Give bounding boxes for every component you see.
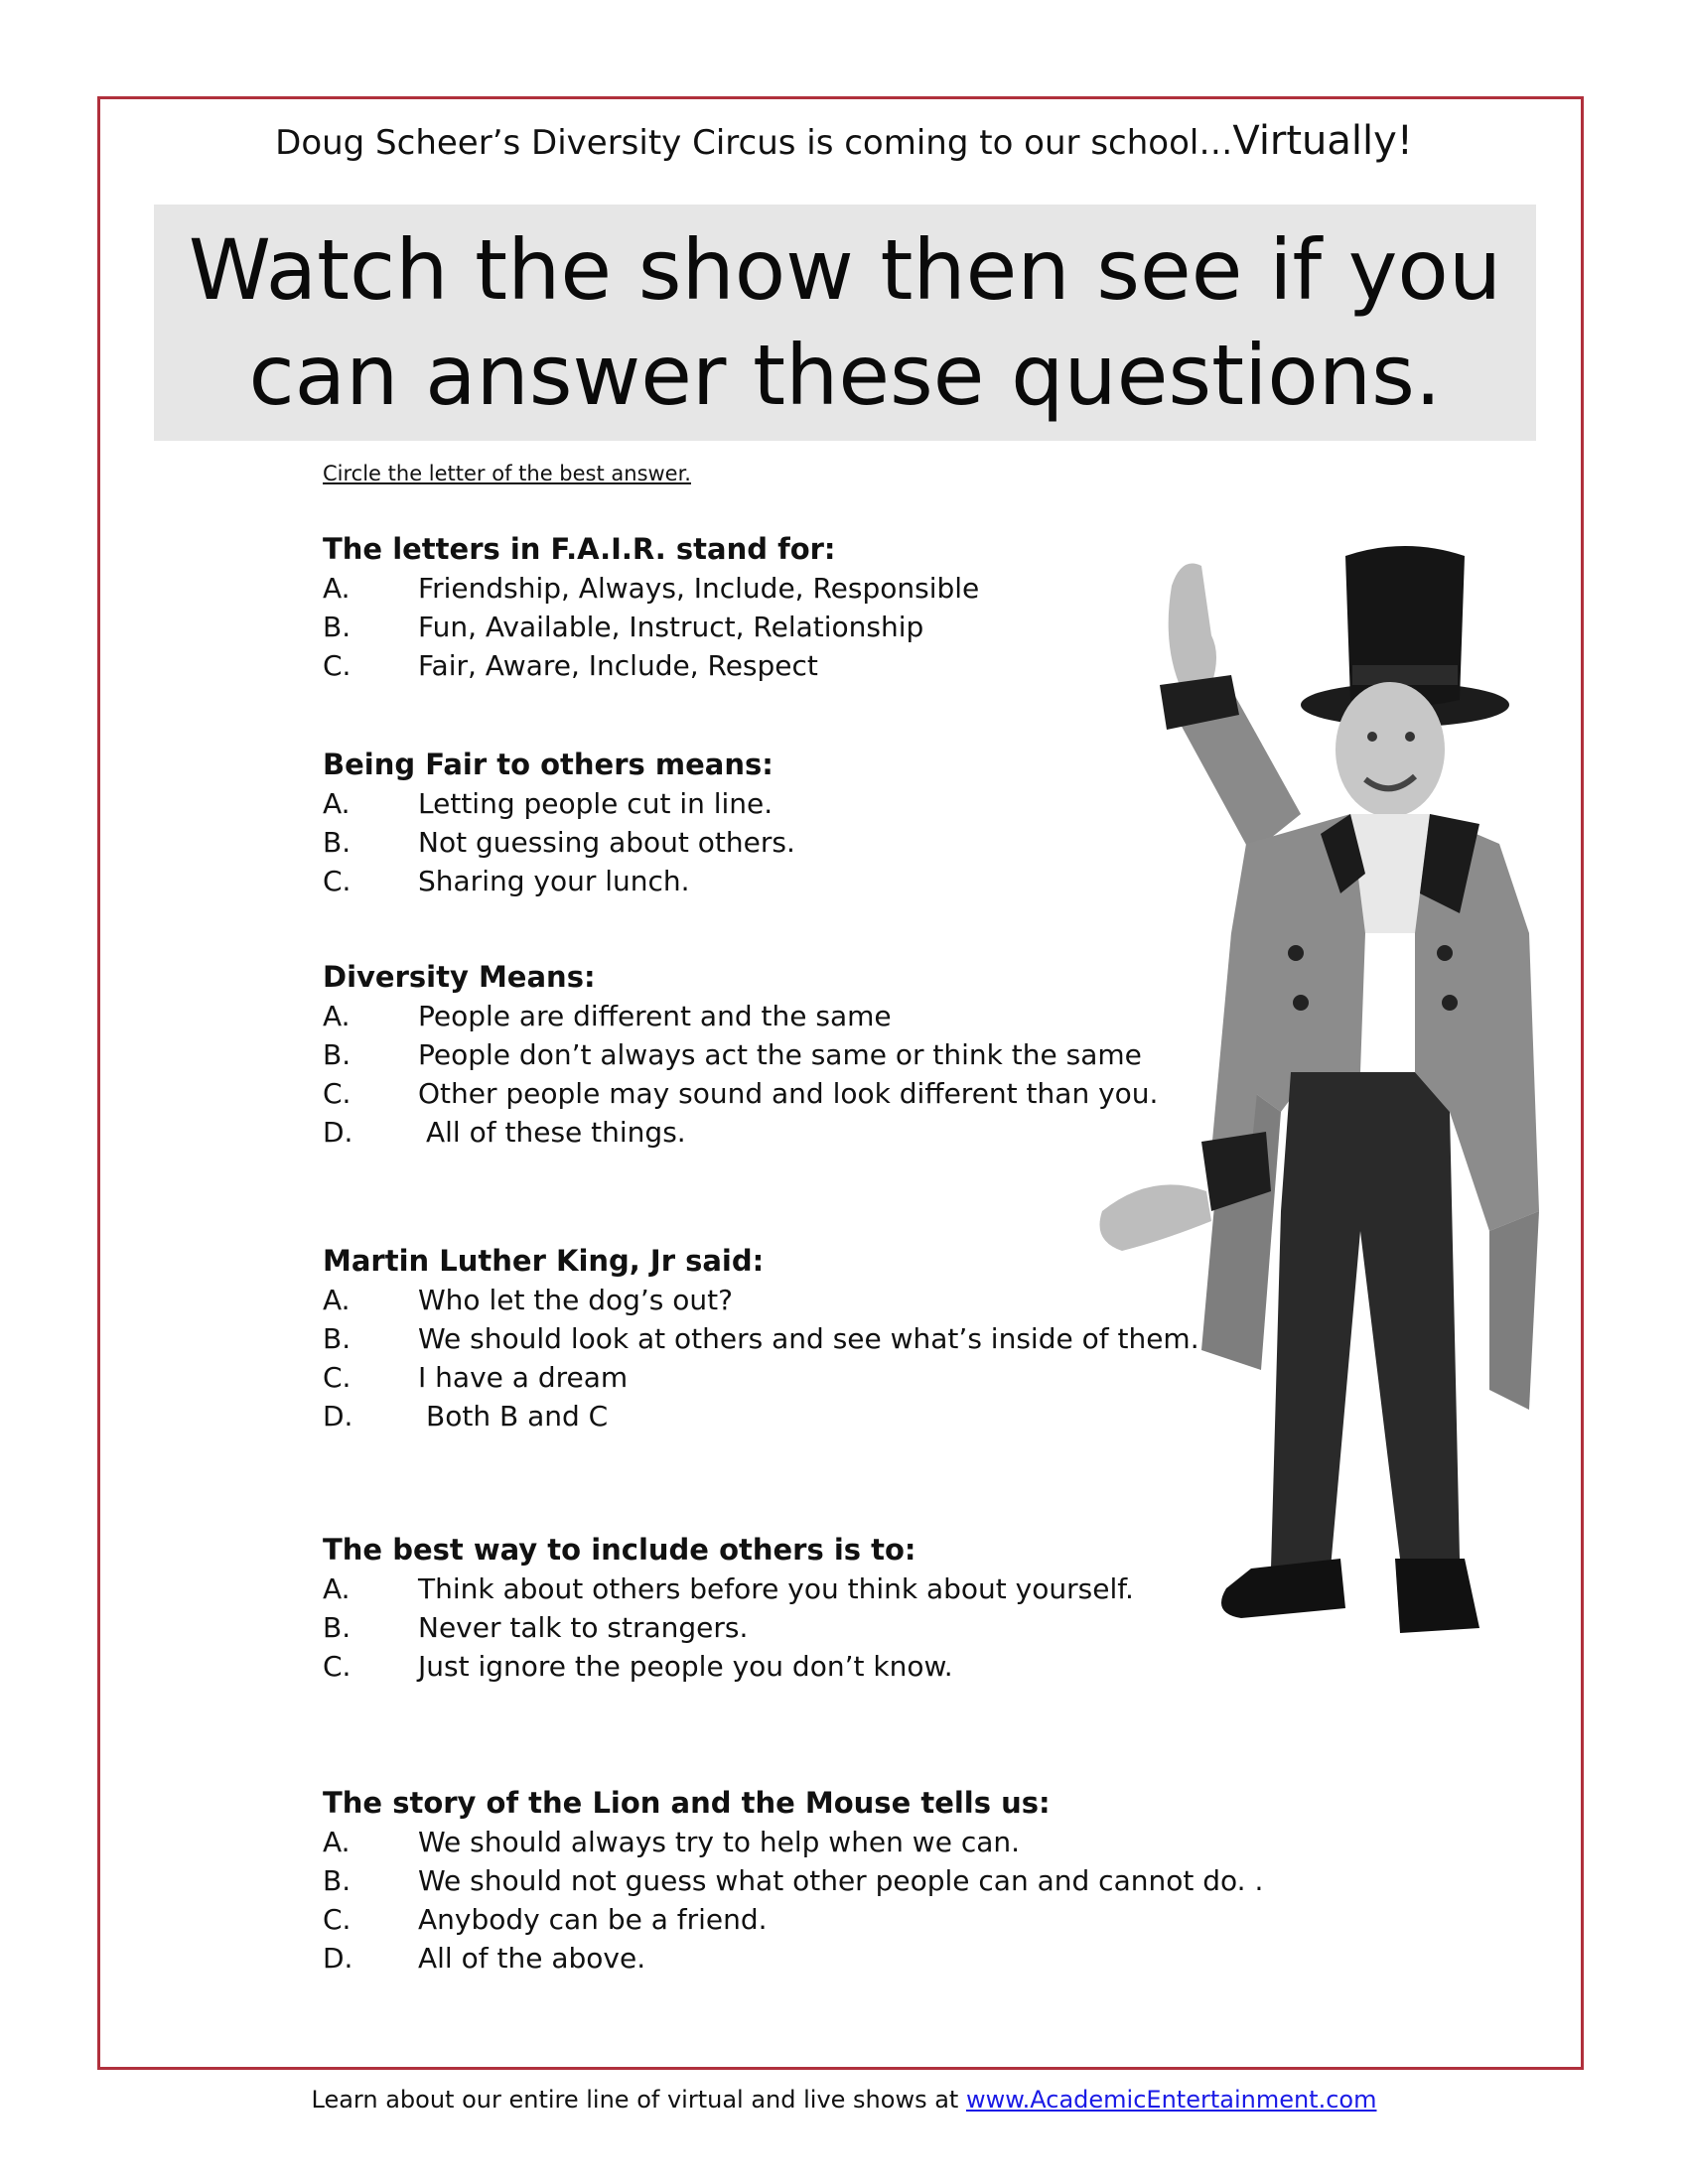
option-letter: D. [323,1942,353,1975]
option-text: We should not guess what other people can and cannot do. . [418,1864,1264,1897]
hat-band [1352,665,1458,685]
question-title: Being Fair to others means: [323,748,774,781]
option-letter: A. [323,1572,351,1605]
option-text: All of these things. [426,1116,686,1149]
option-letter: C. [323,1361,352,1394]
footer-text: Learn about our entire line of virtual and live shows at [311,2086,966,2114]
right-shoe [1395,1559,1479,1633]
left-eye [1367,732,1377,742]
headline-line-2: can answer these questions. [248,327,1442,424]
option-letter: C. [323,1903,352,1936]
option-letter: B. [323,611,352,643]
question-title: The best way to include others is to: [323,1533,916,1567]
option-text: Who let the dog’s out? [418,1284,733,1316]
answer-option[interactable] [323,1823,1276,1861]
option-text: Think about others before you think about yourself. [418,1572,1134,1605]
right-eye [1405,732,1415,742]
lower-hand [1100,1184,1212,1251]
option-text: Never talk to strangers. [418,1611,749,1644]
option-letter: B. [323,1038,352,1071]
question-title: Martin Luther King, Jr said: [323,1244,765,1278]
option-letter: A. [323,1826,351,1858]
intro-line [0,117,1688,167]
option-letter: A. [323,1284,351,1316]
website-link[interactable]: www.AcademicEntertainment.com [965,2086,1377,2114]
option-letter: B. [323,1864,352,1897]
coat-tail-right [1489,1211,1539,1410]
option-letter: A. [323,1000,351,1032]
option-text: Not guessing about others. [418,826,795,859]
question-title: The letters in F.A.I.R. stand for: [323,532,836,566]
option-text: We should look at others and see what’s inside of them. [418,1322,1199,1355]
intro-emphasis: Virtually! [1232,118,1413,164]
face [1336,682,1445,817]
option-text: Both B and C [426,1400,609,1433]
option-text: People are different and the same [418,1000,892,1032]
instruction-text: Circle the letter of the best answer. [323,462,691,485]
coat-button [1437,945,1453,961]
option-letter: C. [323,865,352,897]
left-shoe [1221,1559,1345,1618]
option-letter: A. [323,787,351,820]
option-letter: D. [323,1400,353,1433]
option-text: Fun, Available, Instruct, Relationship [418,611,924,643]
question-title: Diversity Means: [323,960,596,994]
option-text: We should always try to help when we can. [418,1826,1021,1858]
raised-hand [1169,564,1216,691]
option-text: Fair, Aware, Include, Respect [418,649,818,682]
headline-box [154,205,1536,441]
option-text: Sharing your lunch. [418,865,690,897]
option-text: Other people may sound and look different than you. [418,1077,1159,1110]
option-text: All of the above. [418,1942,646,1975]
option-letter: C. [323,1077,352,1110]
coat-button [1288,945,1304,961]
option-text: Letting people cut in line. [418,787,774,820]
trousers [1271,1072,1460,1569]
answer-option[interactable] [323,1861,1276,1900]
coat-button [1442,995,1458,1011]
footer [0,2083,1688,2116]
ringmaster-photo [1062,516,1559,1817]
option-text: I have a dream [418,1361,629,1394]
option-text: Friendship, Always, Include, Responsible [418,572,980,605]
option-text: People don’t always act the same or think the same [418,1038,1142,1071]
option-letter: D. [323,1116,353,1149]
intro-text: Doug Scheer’s Diversity Circus is coming to our school… [275,123,1233,163]
option-text: Anybody can be a friend. [418,1903,768,1936]
answer-option[interactable] [323,1900,1276,1939]
option-letter: C. [323,1650,352,1683]
answer-option[interactable] [323,1939,1276,1978]
coat-button [1293,995,1309,1011]
question-title: The story of the Lion and the Mouse tells us: [323,1786,1051,1820]
headline-line-1: Watch the show then see if you [188,221,1502,319]
option-letter: B. [323,1322,352,1355]
option-letter: A. [323,572,351,605]
option-letter: B. [323,1611,352,1644]
option-letter: C. [323,649,352,682]
option-letter: B. [323,826,352,859]
option-text: Just ignore the people you don’t know. [418,1650,953,1683]
